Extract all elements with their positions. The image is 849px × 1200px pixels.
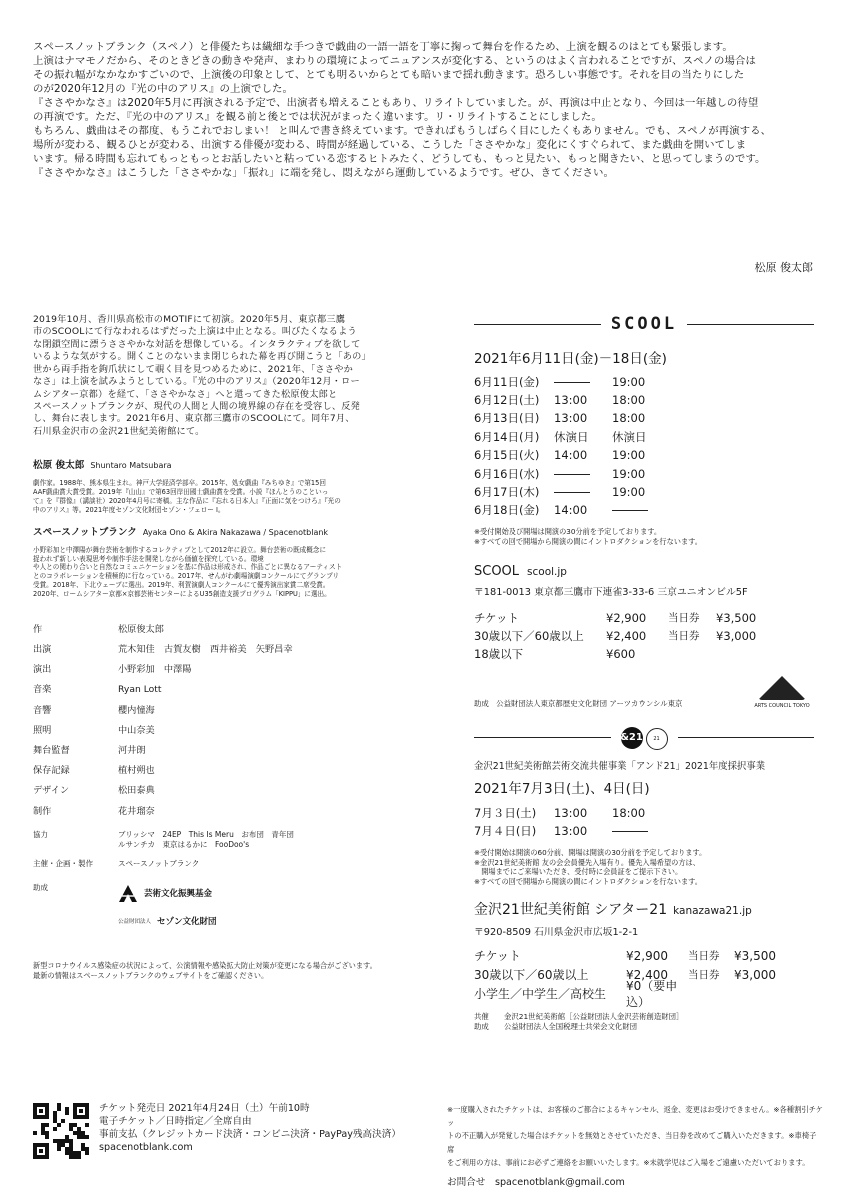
credit-row — [33, 660, 413, 680]
scool-note-line: ※受付開始及び開場は開演の30分前を予定しております。 — [474, 527, 662, 537]
bio-name: 松原 俊太郎 — [33, 460, 85, 472]
kanazawa-project: 金沢21世紀美術館芸術交流共催事業「アンド21」2021年度採択事業 — [474, 761, 766, 773]
bio-line: とのコラボレーションを積極的に行なっている。2017年、せんがわ劇場演劇コンクールにてグランプリ — [33, 572, 340, 581]
scool-schedule — [474, 373, 814, 520]
about-line: し、舞台に表します。2021年6月、東京都三鷹市のSCOOLにて。同年7月、 — [33, 413, 355, 425]
bio-name: スペースノットブランク — [33, 526, 137, 538]
schedule-time-2: 19:00 — [612, 374, 646, 389]
schedule-time-1: 14:00 — [554, 503, 588, 518]
schedule-date: 6月15日(火) — [474, 448, 540, 463]
credit-person: 櫻内憧海 — [118, 704, 155, 716]
kanazawa-note-line: ※すべての回で開場から開演の間にイントロダクションを行ないます。 — [474, 877, 702, 887]
schedule-time-1: 14:00 — [554, 448, 588, 463]
credit-role: 制作 — [33, 805, 52, 817]
ticket-notes — [447, 1103, 823, 1190]
about-line: ムシアター京都）を経て、「ささやかなさ」へと還ってきた松原俊太郎と — [33, 388, 338, 400]
scool-venue-name: SCOOL — [474, 563, 520, 579]
price-advance: ¥2,900 — [626, 949, 668, 964]
schedule-row — [474, 804, 814, 822]
schedule-date: 6月16日(水) — [474, 466, 540, 481]
credit-row — [33, 741, 413, 761]
kanazawa-note-line: ※受付開始は開演の60分前、開場は開演の30分前を予定しております。 — [474, 847, 707, 857]
schedule-time-2: 18:00 — [612, 805, 646, 820]
intro-line: もちろん、戯曲はその都度、もうこれでおしまい！ と叫んで書き終えています。できればもうしばらく目にしたくもありません。でも、スペノが再演する、 — [33, 125, 772, 138]
credit-row — [33, 721, 413, 741]
credit-row — [33, 701, 413, 721]
kanazawa-prices — [474, 947, 814, 1010]
schedule-date: 7月３日(土) — [474, 805, 537, 820]
scool-notes — [474, 527, 814, 546]
price-door-label: 当日券 — [688, 950, 720, 963]
ticket-info-footer — [33, 1103, 823, 1190]
kanazawa-venue-name: 金沢21世紀美術館 シアター21 — [474, 901, 668, 918]
no-show-dash — [612, 831, 648, 832]
organizer-row — [33, 859, 413, 869]
intro-line: 上演はナマモノだから、そのときどきの動きや発声、まわりの環境によってニュアンスが変化する、というのはよく言われることですが、スペノの場合は — [33, 55, 757, 68]
schedule-row — [474, 465, 814, 483]
museum-seal-icon: 21 — [646, 728, 668, 750]
scool-header — [474, 304, 814, 344]
scool-url[interactable]: scool.jp — [527, 565, 567, 578]
schedule-date: 6月13日(日) — [474, 411, 540, 426]
schedule-date: 6月14日(月) — [474, 429, 540, 444]
price-door: ¥3,000 — [716, 628, 757, 643]
schedule-time-1: 休演日 — [554, 429, 589, 444]
schedule-time-2: 18:00 — [612, 393, 646, 408]
arts-council-logo — [750, 676, 814, 710]
bio-line: て』を『群像』（講談社）2020年4月号に寄稿。主な作品に『忘れる日本人』『正面に気をつけろ』『光の — [33, 496, 341, 505]
ticket-release: チケット発売日 2021年4月24日（土）午前10時 — [99, 1103, 310, 1114]
ticket-note-line: をご利用の方は、事前にお必ずご連絡をお願いいたします。※未就学児はご入場をご遠慮いただいております。 — [447, 1157, 810, 1167]
price-row — [474, 610, 814, 628]
cooperation-label: 協力 — [33, 829, 48, 839]
intro-author: 松原 俊太郎 — [754, 261, 813, 274]
credit-person: 植村朔也 — [118, 765, 155, 777]
price-row — [474, 646, 814, 664]
schedule-time-1: 13:00 — [554, 805, 588, 820]
right-column — [474, 304, 814, 1032]
kanazawa-notes — [474, 848, 814, 887]
schedule-time-2: 19:00 — [612, 448, 646, 463]
price-door-label: 当日券 — [688, 969, 720, 982]
credit-role: 保存記録 — [33, 765, 70, 777]
price-door: ¥3,500 — [734, 949, 776, 964]
price-row — [474, 947, 814, 966]
kanazawa-date-range: 2021年7月3日(土)、4日(日) — [474, 780, 650, 797]
organizer-value: スペースノットブランク — [118, 859, 200, 869]
schedule-time-2: 休演日 — [612, 429, 647, 444]
bio-line: 小野彩加と中澤陽が舞台芸術を制作するコレクティブとして2012年に設立。舞台芸術の既成概念に — [33, 545, 327, 554]
price-advance: ¥2,900 — [606, 610, 647, 625]
schedule-date: 6月18日(金) — [474, 503, 540, 518]
credit-row — [33, 681, 413, 701]
price-door-label: 当日券 — [668, 612, 700, 625]
price-row — [474, 628, 814, 646]
price-row — [474, 979, 814, 1010]
credit-person: 荒木知佳 古賀友樹 西井裕美 矢野昌幸 — [118, 644, 293, 656]
credit-role: 音響 — [33, 704, 52, 716]
schedule-time-2: 19:00 — [612, 466, 646, 481]
cooperation-line: ルサンチカ 東京はるかに FooDoo's — [118, 840, 250, 849]
price-advance: ¥0（要申込） — [626, 979, 678, 1010]
support-block — [33, 830, 413, 933]
price-category: 30歳以下／60歳以上 — [474, 968, 589, 983]
cooperation-line: ブリッシマ 24EP This Is Meru お布団 青年団 — [118, 829, 294, 839]
bio-heading-matsubara — [33, 460, 413, 473]
price-category: 30歳以下／60歳以上 — [474, 628, 584, 643]
ticket-note-line: トの不正購入が発覚した場合はチケットを無効とさせていただき、当日券を改めてご購入いただきます。※車椅子席 — [447, 1131, 817, 1154]
bio-name-en: Shuntaro Matsubara — [90, 461, 172, 471]
bio-line: AAF戯曲賞大賞受賞。2019年『山山』で第63回岸田國士戯曲賞を受賞。小説『ほんとうのこといっ — [33, 488, 329, 497]
schedule-row — [474, 392, 814, 410]
schedule-time-2 — [612, 503, 692, 519]
price-category: チケット — [474, 949, 521, 964]
kanazawa-url[interactable]: kanazawa21.jp — [673, 904, 752, 917]
intro-line: います。帰る時間も忘れてもっともっとお話したいと粘っている恋するヒトみたく、どうしても、もっと見たい、もっと聞きたい、と思ってしまうのです。 — [33, 153, 766, 166]
ticket-line: 電子チケット／日時指定／全席自由 — [99, 1115, 252, 1127]
schedule-time-2: 18:00 — [612, 411, 646, 426]
intro-line: のが2020年12月の『光の中のアリス』の上演でした。 — [33, 83, 293, 96]
no-show-dash — [554, 474, 590, 475]
intro-line: 『ささやかなさ』はこうした「ささやかな」「振れ」に端を発し、悶えながら運動しているようです。ぜひ、きてください。 — [33, 167, 615, 180]
about-text — [33, 314, 413, 438]
credit-role: 演出 — [33, 664, 52, 676]
bio-line: 受賞。2018年、下北ウェーブに選出。2019年、利賀演劇人コンクールにて優秀演出家賞二席受賞。 — [33, 581, 330, 590]
intro-text — [33, 40, 823, 180]
kanazawa-grant-value: 公益財団法人全国税理士共栄会文化財団 — [504, 1021, 638, 1031]
price-category: 18歳以下 — [474, 646, 524, 661]
price-category: 小学生／中学生／高校生 — [474, 987, 607, 1002]
credit-person: 松原俊太郎 — [118, 623, 164, 635]
divider — [678, 737, 815, 738]
scool-note-line: ※すべての回で開場から開演の間にイントロダクションを行ないます。 — [474, 537, 702, 547]
bio-line: 中のアリス』等。2021年度セゾン文化財団セゾン・フェロー I。 — [33, 505, 225, 514]
credits-list — [33, 620, 413, 822]
intro-line: その振れ幅がなかなかすごいので、上演後の印象として、とても明るいからとても暗いまで揺れ動きます。恐ろしい事態です。それを目の当たりにした — [33, 69, 745, 82]
and21-logo: &21 — [621, 727, 643, 749]
credit-role: 音楽 — [33, 684, 52, 696]
about-line: なさ」は上演を試みようとしている。『光の中のアリス』（2020年12月・ロー — [33, 376, 360, 388]
about-line: な閉鎖空間に漂うささやかな対話を想像している。インタラクティブを欲して — [33, 338, 361, 350]
kanazawa-credits — [474, 1012, 814, 1032]
credit-person: 花井瑠奈 — [118, 805, 155, 817]
intro-line: の再演です。ただ、『光の中のアリス』を観る前と後とでは状況がまったく違います。リ・リライトすることにしました。 — [33, 111, 602, 124]
bio-line: 劇作家。1988年、熊本県生まれ。神戸大学経済学部卒。2015年、処女戯曲『みちゆき』で第15回 — [33, 479, 326, 488]
credit-role: デザイン — [33, 785, 70, 797]
ticket-info — [99, 1103, 419, 1190]
schedule-row — [474, 410, 814, 428]
schedule-time-1: 13:00 — [554, 824, 588, 839]
schedule-row — [474, 373, 814, 391]
credit-row — [33, 640, 413, 660]
no-show-dash — [554, 382, 590, 383]
schedule-date: 6月11日(金) — [474, 374, 540, 389]
schedule-date: 6月12日(土) — [474, 393, 540, 408]
grant-label: 助成 — [33, 883, 48, 893]
schedule-time-1: 13:00 — [554, 411, 588, 426]
co-host-row — [474, 1012, 814, 1022]
scool-venue — [474, 563, 814, 581]
arts-council-icon — [758, 676, 806, 700]
schedule-row — [474, 447, 814, 465]
scool-address: 〒181-0013 東京都三鷹市下連雀3-33-6 三京ユニオンビル5F — [474, 587, 748, 599]
schedule-time-1 — [554, 467, 612, 483]
credit-person: 小野彩加 中澤陽 — [118, 664, 192, 676]
intro-line: スペースノットブランク（スペノ）と俳優たちは繊細な手つきで戯曲の一語一語を丁寧に掬って舞台を作るため、上演を観るのはとても緊張します。 — [33, 41, 733, 53]
scool-grant-text: 助成 公益財団法人東京都歴史文化財団 アーツカウンシル東京 — [474, 699, 683, 709]
kanazawa-grant-row — [474, 1022, 814, 1032]
price-category: チケット — [474, 610, 519, 625]
divider — [687, 324, 814, 325]
bio-line: 2020年、ロームシアター京都×京都芸術センターによるU35創造支援プログラム「KIPPU」に選出。 — [33, 590, 331, 599]
schedule-time-2: 19:00 — [612, 485, 646, 499]
geibun-logo — [118, 883, 217, 905]
qr-code-icon[interactable] — [33, 1103, 89, 1159]
no-show-dash — [554, 492, 590, 493]
price-door-label: 当日券 — [668, 630, 700, 643]
grant-row — [33, 883, 413, 933]
schedule-time-1 — [554, 485, 612, 501]
intro-line: 『ささやかなさ』は2020年5月に再演される予定で、出演者も増えることもあり、リライトしていました。が、再演は中止となり、今回は一年越しの待望 — [33, 97, 759, 110]
schedule-time-2 — [612, 824, 692, 840]
credit-person: 松田泰典 — [118, 785, 155, 797]
credit-row — [33, 761, 413, 781]
price-advance: ¥2,400 — [626, 968, 668, 983]
kanazawa-grant-label: 助成 — [474, 1021, 489, 1031]
kanazawa-address: 〒920-8509 石川県金沢市広坂1-2-1 — [474, 926, 639, 938]
price-door: ¥3,500 — [716, 610, 757, 625]
bio-heading-spacenotblank — [33, 527, 413, 540]
kanazawa-schedule — [474, 804, 814, 841]
credit-role: 照明 — [33, 724, 52, 736]
divider — [474, 737, 611, 738]
kanazawa-note-line: ※金沢21世紀美術館 友の会会員優先入場有り。優先入場希望の方は、 — [474, 857, 700, 867]
organizer-label: 主催・企画・製作 — [33, 859, 93, 869]
bio-line: や人との関わり合いと自然なコミュニケーションを基に作品は形成され、作品ごとに異なるアーティスト — [33, 563, 343, 572]
price-door: ¥3,000 — [734, 968, 776, 983]
kanazawa-note-line: 開場までにご来場いただき、受付時に会員証をご提示下さい。 — [474, 867, 683, 877]
covid-note — [33, 961, 413, 980]
covid-note-line: 新型コロナウイルス感染症の状況によって、公演情報や感染拡大防止対策が変更になる場合がございます。 — [33, 961, 377, 971]
about-line: 世から両手指を鉤爪状にして覗く目を見つめるために、2021年、「ささやか — [33, 363, 353, 375]
scool-date-range: 2021年6月11日(金)－18日(金) — [474, 351, 667, 367]
schedule-date: 6月17日(木) — [474, 485, 540, 499]
about-line: いるような気がする。開くことのないまま閉じられた幕を再び開こうと「あの」 — [33, 351, 371, 363]
credit-person: Ryan Lott — [118, 684, 162, 696]
intro-line: 場所が変わる、観るひとが変わる、出演する俳優が変わる、時間が経過している、こうした「ささやかな」変化にくすぐられて、また戯曲を開いてしま — [33, 139, 747, 152]
credit-row — [33, 802, 413, 822]
schedule-row — [474, 823, 814, 841]
cooperation-row — [33, 830, 413, 840]
kanazawa-venue — [474, 901, 814, 920]
about-line: 2019年10月、香川県高松市のMOTIFにて初演。2020年5月、東京都三鷹 — [33, 314, 346, 325]
bio-line: 捉われず新しい表現思考や制作手法を開発しながら価値を探究している。環境 — [33, 554, 264, 563]
ticket-line: 事前支払（クレジットカード決済・コンビニ決済・PayPay残高決済） — [99, 1128, 401, 1140]
saison-logo-small: 公益財団法人 — [118, 918, 152, 925]
schedule-date: 7月４日(日) — [474, 824, 537, 839]
cooperation-row — [33, 840, 413, 850]
schedule-time-1: 13:00 — [554, 393, 588, 408]
geibun-logo-text: 芸術文化振興基金 — [144, 888, 213, 899]
contact-email[interactable]: お問合せ spacenotblank@gmail.com — [447, 1177, 625, 1189]
scool-logo: SCOOL — [610, 313, 678, 334]
schedule-row — [474, 484, 814, 502]
about-line: スペースノットブランクが、現代の人間と人間の境界線の存在を受容し、反発 — [33, 400, 360, 412]
about-line: 市のSCOOLにて行なわれるはずだった上演は中止となる。叫びたくなるよう — [33, 326, 357, 338]
bio-name-en: Ayaka Ono & Akira Nakazawa / Spacenotblank — [142, 527, 329, 537]
saison-logo-text: セゾン文化財団 — [157, 916, 217, 927]
schedule-row — [474, 428, 814, 446]
price-advance: ¥2,400 — [606, 628, 647, 643]
credit-role: 出演 — [33, 644, 52, 656]
credit-role: 作 — [33, 623, 43, 635]
kanazawa-header — [474, 717, 814, 757]
schedule-row — [474, 502, 814, 520]
bio-spacenotblank — [33, 546, 413, 599]
credit-person: 河井朗 — [118, 745, 146, 756]
bio-matsubara — [33, 479, 413, 515]
credit-row — [33, 782, 413, 802]
arts-council-logo-text: ARTS COUNCIL TOKYO — [754, 702, 810, 709]
saison-logo — [118, 911, 217, 933]
website-link[interactable]: spacenotblank.com — [99, 1141, 193, 1153]
ticket-note-line: ※一度購入されたチケットは、お客様のご都合によるキャンセル、返金、変更はお受けできません。※各種割引チケッ — [447, 1105, 823, 1128]
about-line: 石川県金沢市の金沢21世紀美術館にて。 — [33, 425, 205, 437]
price-advance: ¥600 — [606, 646, 636, 661]
co-host-label: 共催 — [474, 1011, 489, 1021]
scool-grant — [474, 676, 814, 710]
geibun-logo-icon — [118, 884, 138, 904]
schedule-time-1 — [554, 375, 612, 391]
credit-row — [33, 620, 413, 640]
co-host-value: 金沢21世紀美術館［公益財団法人金沢芸術創造財団］ — [504, 1011, 684, 1021]
covid-note-line: 最新の情報はスペースノットブランクのウェブサイトをご確認ください。 — [33, 970, 269, 980]
divider — [474, 324, 601, 325]
scool-prices — [474, 610, 814, 664]
no-show-dash — [612, 510, 648, 511]
left-column — [33, 314, 413, 981]
credit-role: 舞台監督 — [33, 745, 70, 756]
credit-person: 中山奈美 — [118, 724, 155, 736]
